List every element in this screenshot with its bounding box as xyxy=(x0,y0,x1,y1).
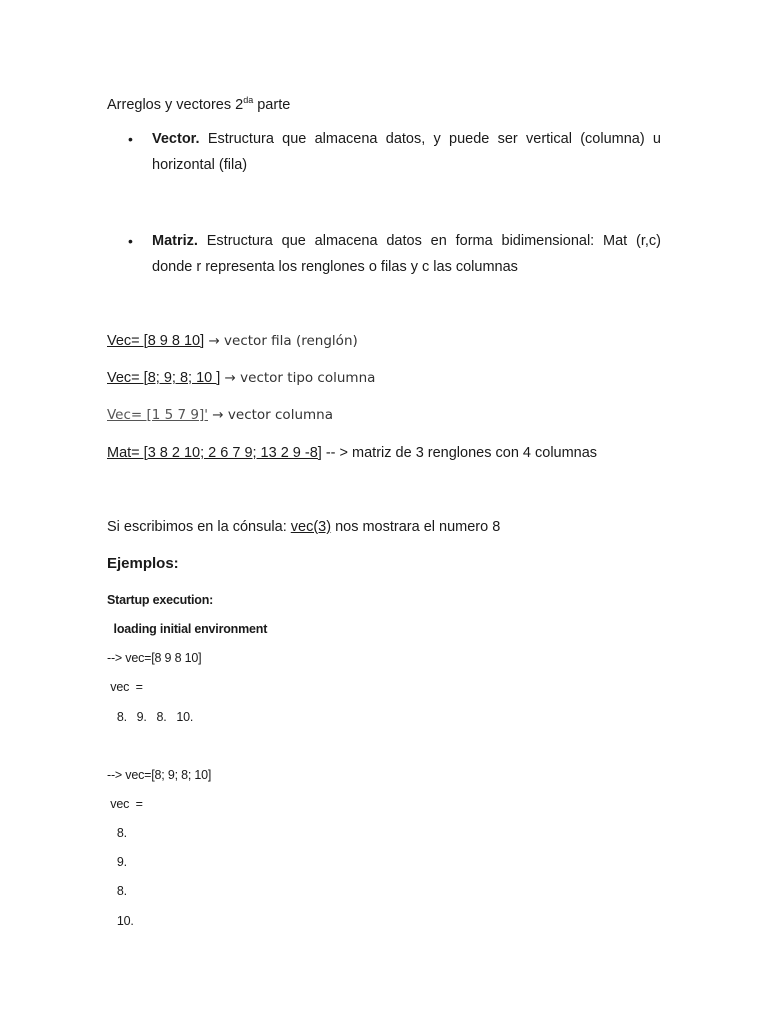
title-superscript: da xyxy=(243,95,254,105)
example-desc: → vector tipo columna xyxy=(220,370,376,386)
example-line xyxy=(107,369,375,387)
bullet-text: Estructura que almacena datos en forma bidimensional: Mat (r,c) donde r representa los renglones o filas y c las columnas xyxy=(152,233,661,275)
console-line: 8. xyxy=(107,884,127,898)
example-line xyxy=(107,406,333,424)
page-title xyxy=(107,91,290,114)
bullet-term: Vector. xyxy=(152,131,200,147)
console-line: --> vec=[8; 9; 8; 10] xyxy=(107,768,212,782)
sentence-pre: Si escribimos en la cónsula: xyxy=(107,519,291,535)
bullet-text: Estructura que almacena datos, y puede ser vertical (columna) u horizontal (fila) xyxy=(152,131,661,173)
console-line: --> vec=[8 9 8 10] xyxy=(107,651,202,665)
console-line: vec = xyxy=(107,797,143,811)
example-desc: → vector fila (renglón) xyxy=(204,333,358,349)
console-line: 10. xyxy=(107,914,134,928)
bullet-term: Matriz. xyxy=(152,233,198,249)
console-line: loading initial environment xyxy=(107,622,268,636)
example-line xyxy=(107,332,358,350)
example-desc: → vector columna xyxy=(208,407,333,423)
console-line: 8. xyxy=(107,826,127,840)
title-main: Arreglos y vectores 2 xyxy=(107,97,244,113)
console-line: Startup execution: xyxy=(107,593,214,607)
example-code: Vec= [1 5 7 9]' xyxy=(107,407,208,423)
example-code: Vec= [8 9 8 10] xyxy=(107,333,205,349)
examples-heading: Ejemplos: xyxy=(107,555,179,572)
console-line: 8. 9. 8. 10. xyxy=(107,710,194,724)
bullet-matriz xyxy=(152,228,661,280)
title-end: parte xyxy=(253,97,291,113)
sentence-post: nos mostrara el numero 8 xyxy=(331,519,501,535)
sentence-code: vec(3) xyxy=(290,519,332,535)
example-desc: -- > matriz de 3 renglones con 4 columnas xyxy=(321,445,598,461)
bullet-vector xyxy=(152,126,661,178)
example-line xyxy=(107,444,597,462)
example-code: Mat= [3 8 2 10; 2 6 7 9; 13 2 9 -8] xyxy=(107,445,322,461)
console-sentence xyxy=(107,518,500,536)
console-line: vec = xyxy=(107,680,143,694)
console-line: 9. xyxy=(107,855,127,869)
example-code: Vec= [8; 9; 8; 10 ] xyxy=(107,370,221,386)
